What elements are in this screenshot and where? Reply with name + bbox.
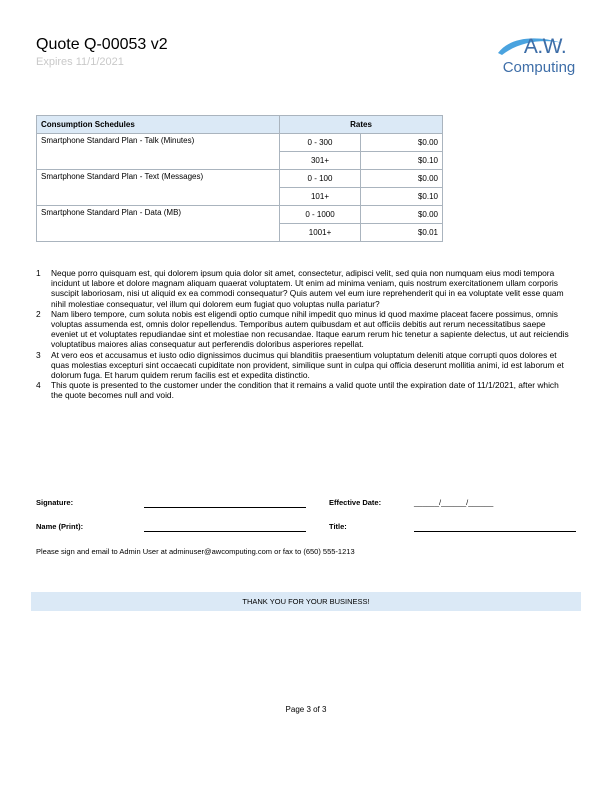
tier-price: $0.00 <box>361 206 443 224</box>
contact-instructions: Please sign and email to Admin User at adminuser@awcomputing.com or fax to (650) 555-1213 <box>36 547 355 556</box>
term-text: Nam libero tempore, cum soluta nobis est eligendi optio cumque nihil impedit quo minus id quod maxime placeat facere possimus, omnis voluptas assumenda est, omnis dolor repellendus. Temporibus autem quibusdam et aut officiis debitis aut rerum necessitatibus saepe eveniet ut et voluptates repudiandae sint et molestiae non recusandae. Itaque earum rerum hic tenetur a sapiente delectus, ut aut reiciendis voluptatibus maiores alias consequatur aut perferendis doloribus asperiores repellat. <box>51 308 569 350</box>
term-number: 3 <box>36 349 41 360</box>
tier-price: $0.01 <box>361 224 443 242</box>
table-row <box>37 134 443 152</box>
tier-range: 0 - 300 <box>280 134 361 152</box>
consumption-schedules-table <box>36 115 443 242</box>
schedule-name: Smartphone Standard Plan - Text (Messages) <box>37 170 280 206</box>
terms-list <box>36 268 570 401</box>
term-text: This quote is presented to the customer under the condition that it remains a valid quote until the expiration date of 11/1/2021, after which the quote becomes null and void. <box>51 380 559 401</box>
header-rates: Rates <box>280 116 443 134</box>
signature-line[interactable] <box>144 507 306 508</box>
schedule-name: Smartphone Standard Plan - Talk (Minutes) <box>37 134 280 170</box>
term-item <box>36 268 570 309</box>
tier-range: 301+ <box>280 152 361 170</box>
term-text: Neque porro quisquam est, qui dolorem ipsum quia dolor sit amet, consectetur, adipisci velit, sed quia non numquam eius modi tempora incidunt ut labore et dolore magnam aliquam quaerat voluptatem. Ut enim ad minima veniam, quis nostrum exercitationem ullam corporis suscipit laboriosam, nisi ut aliquid ex ea commodi consequatur? Quis autem vel eum iure reprehenderit qui in ea voluptate velit esse quam nihil molestiae consequatur, vel illum qui dolorem eum fugiat quo voluptas nulla pariatur? <box>51 268 564 309</box>
term-number: 1 <box>36 268 41 278</box>
tier-range: 1001+ <box>280 224 361 242</box>
logo-line-1: A.W. <box>523 35 567 58</box>
name-print-label: Name (Print): <box>36 522 84 531</box>
table-header-row <box>37 116 443 134</box>
tier-range: 0 - 100 <box>280 170 361 188</box>
expiry-date: Expires 11/1/2021 <box>36 56 124 68</box>
tier-price: $0.10 <box>361 152 443 170</box>
term-item <box>36 380 570 400</box>
term-number: 2 <box>36 308 41 319</box>
table-row <box>37 170 443 188</box>
header-consumption-schedules: Consumption Schedules <box>37 116 280 134</box>
tier-range: 101+ <box>280 188 361 206</box>
tier-price: $0.00 <box>361 170 443 188</box>
tier-range: 0 - 1000 <box>280 206 361 224</box>
logo-line-2: Computing <box>502 59 576 76</box>
effective-date-blank[interactable]: ______/______/______ <box>414 498 494 507</box>
title-line[interactable] <box>414 531 576 532</box>
tier-price: $0.00 <box>361 134 443 152</box>
company-logo <box>492 31 584 81</box>
title-label: Title: <box>329 522 347 531</box>
thank-you-banner: THANK YOU FOR YOUR BUSINESS! <box>31 592 581 611</box>
effective-date-label: Effective Date: <box>329 498 382 507</box>
table-row <box>37 206 443 224</box>
page-number: Page 3 of 3 <box>285 705 327 714</box>
name-print-line[interactable] <box>144 531 306 532</box>
term-text: At vero eos et accusamus et iusto odio dignissimos ducimus qui blanditiis praesentium voluptatum deleniti atque corrupti quos dolores et quas molestias excepturi sint occaecati cupiditate non provident, similique sunt in culpa qui officia deserunt mollitia animi, id est laborum et dolorum fuga. Et harum quidem rerum facilis est et expedita distinctio. <box>51 349 564 381</box>
term-item <box>36 350 570 381</box>
schedule-name: Smartphone Standard Plan - Data (MB) <box>37 206 280 242</box>
tier-price: $0.10 <box>361 188 443 206</box>
signature-label: Signature: <box>36 498 74 507</box>
term-number: 4 <box>36 380 41 391</box>
term-item <box>36 309 570 350</box>
quote-title: Quote Q-00053 v2 <box>36 36 168 53</box>
